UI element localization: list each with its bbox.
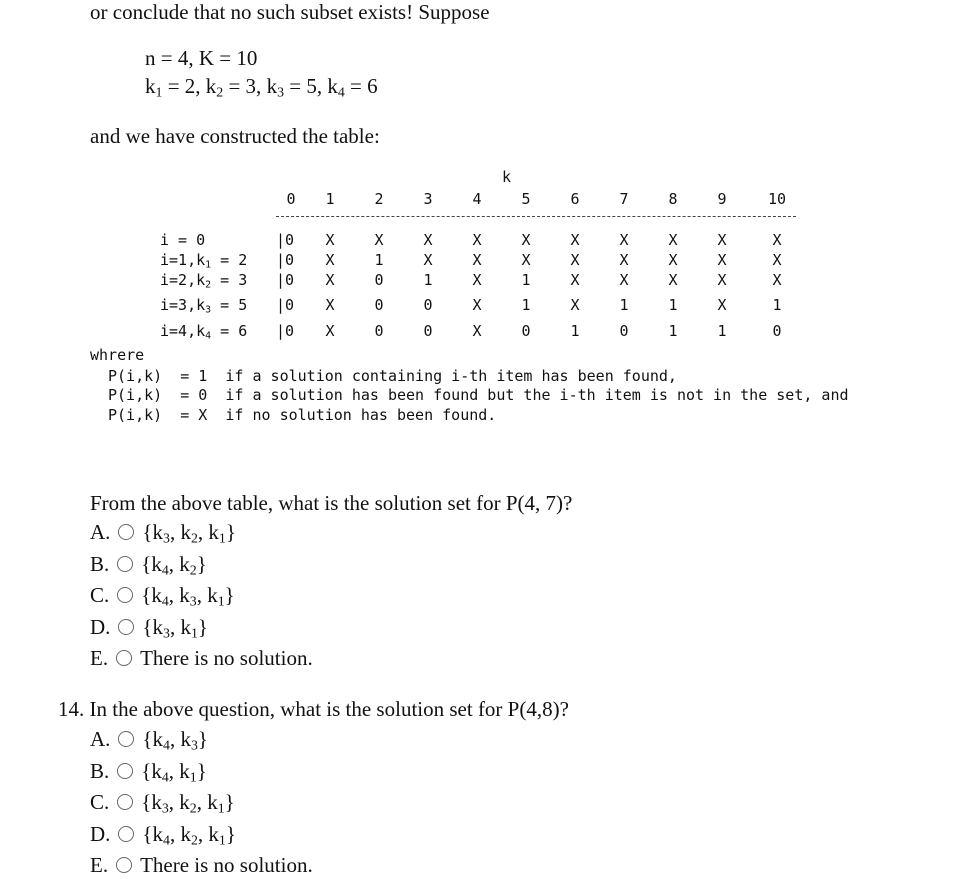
q14-option-a[interactable] [90,727,208,752]
option-text: {$k_3$, $k_1$} [142,614,208,640]
table-cell: X [472,271,482,289]
table-cell: 1 [423,271,433,289]
column-header: 7 [619,190,629,208]
q14-option-e[interactable] [90,853,313,878]
option-text: There is no solution. [140,853,313,877]
table-cell: 0 [423,296,433,314]
row-label: $i=2,k_2 = 3$ [160,271,248,291]
table-cell: X [521,231,531,249]
column-header: 8 [668,190,678,208]
option-letter: D. [90,614,111,639]
table-cell: X [570,271,580,289]
table-cell: X [423,231,433,249]
option-letter: A. [90,727,111,751]
column-header: 4 [472,190,482,208]
table-cell: X [521,251,531,269]
table-cell: X [772,271,782,289]
column-header: 1 [325,190,335,208]
legend-where: whrere [90,346,145,364]
radio-button[interactable] [118,826,134,842]
table-cell: X [570,296,580,314]
radio-button[interactable] [117,556,133,572]
table-cell: 1 [619,296,629,314]
table-cell: X [717,231,727,249]
table-cell: X [325,251,335,269]
table-cell: |0 [276,271,295,289]
table-cell: X [772,231,782,249]
column-header: 10 [767,190,787,208]
table-cell: |0 [276,322,295,340]
column-header: 5 [521,190,531,208]
table-cell: X [472,251,482,269]
header-divider [276,216,796,217]
radio-button[interactable] [117,587,133,603]
q13-option-b[interactable] [90,552,207,577]
table-cell: X [325,296,335,314]
table-cell: X [423,251,433,269]
option-letter: E. [90,853,109,877]
table-cell: X [668,251,678,269]
radio-button[interactable] [118,619,134,635]
q13-option-e[interactable] [90,646,313,671]
table-cell: X [325,322,335,340]
table-cell: X [374,231,384,249]
column-header: 9 [717,190,727,208]
table-cell: 1 [772,296,782,314]
radio-button[interactable] [117,794,133,810]
given-n-k: n = 4, K = 10 [145,46,258,70]
q14-option-d[interactable] [90,822,236,847]
table-cell: X [472,322,482,340]
column-header: 6 [570,190,580,208]
table-cell: X [619,271,629,289]
table-cell: X [668,231,678,249]
table-cell: 1 [668,322,678,340]
q14-text: In the above question, what is the solution set for P(4,8)? [89,697,569,721]
table-cell: 1 [521,296,531,314]
intro-text: or conclude that no such subset exists! Suppose [90,0,490,24]
q14-number: 14. [58,697,85,721]
row-label: $i=4,k_4 = 6$ [160,322,248,342]
radio-button[interactable] [118,731,134,747]
table-cell: X [472,231,482,249]
option-text: {$k_4$, $k_2$} [141,551,207,577]
table-cell: 0 [619,322,629,340]
q13-option-c[interactable] [90,583,235,608]
option-text: {$k_3$, $k_2$, $k_1$} [142,520,236,546]
table-cell: |0 [276,231,295,249]
option-text: {$k_4$, $k_3$} [142,727,208,753]
table-intro: and we have constructed the table: [90,124,380,148]
radio-button[interactable] [117,763,133,779]
column-header: 2 [374,190,384,208]
table-cell: X [668,271,678,289]
table-cell: 0 [374,322,384,340]
q13-option-a[interactable] [90,520,236,545]
radio-button[interactable] [116,650,132,666]
table-cell: 0 [423,322,433,340]
option-letter: A. [90,520,111,544]
table-cell: X [325,231,335,249]
table-cell: 0 [374,271,384,289]
table-cell: |0 [276,296,295,314]
column-header: 3 [423,190,433,208]
table-cell: X [472,296,482,314]
radio-button[interactable] [116,857,132,873]
option-letter: C. [90,790,110,814]
table-cell: 1 [570,322,580,340]
q13-question: From the above table, what is the solution set for P(4, 7)? [90,491,573,515]
table-cell: X [619,231,629,249]
table-cell: 0 [374,296,384,314]
option-letter: B. [90,758,110,783]
column-header: 0 [286,190,296,208]
given-weights: $k_1 = 2$, $k_2 = 3$, $k_3 = 5$, $k_4 = 6$ [145,74,378,100]
option-text: There is no solution. [140,646,313,670]
table-cell: X [325,271,335,289]
table-cell: 1 [717,322,727,340]
table-cell: X [619,251,629,269]
radio-button[interactable] [118,524,134,540]
option-letter: D. [90,821,111,846]
table-cell: X [717,271,727,289]
q13-option-d[interactable] [90,615,208,640]
k-axis-label: k [502,168,512,186]
option-text: {$k_3$, $k_2$, $k_1$} [141,790,235,816]
option-letter: B. [90,551,110,576]
q14-option-b[interactable] [90,759,207,784]
row-label: $i=3,k_3 = 5$ [160,296,248,316]
table-cell: X [772,251,782,269]
table-cell: X [717,251,727,269]
option-text: {$k_4$, $k_3$, $k_1$} [141,583,235,609]
option-letter: C. [90,583,110,607]
table-cell: |0 [276,251,295,269]
q14-question [58,699,569,720]
row-label: $i=1,k_1 = 2$ [160,251,248,271]
option-text: {$k_4$, $k_2$, $k_1$} [142,821,236,847]
q14-option-c[interactable] [90,790,235,815]
table-cell: 1 [521,271,531,289]
option-letter: E. [90,646,109,670]
row-label: i = 0 [160,231,206,249]
table-cell: 1 [668,296,678,314]
table-cell: X [717,296,727,314]
table-cell: 0 [772,322,782,340]
option-text: {$k_4$, $k_1$} [141,758,207,784]
table-cell: 1 [374,251,384,269]
table-cell: X [570,251,580,269]
legend-line-1: P(i,k) = 1 if a solution containing i-th item has been found, [108,367,677,385]
table-cell: 0 [521,322,531,340]
legend-line-3: P(i,k) = X if no solution has been found. [108,406,497,424]
table-cell: X [570,231,580,249]
legend-line-2: P(i,k) = 0 if a solution has been found but the i-th item is not in the set, and [108,386,849,404]
